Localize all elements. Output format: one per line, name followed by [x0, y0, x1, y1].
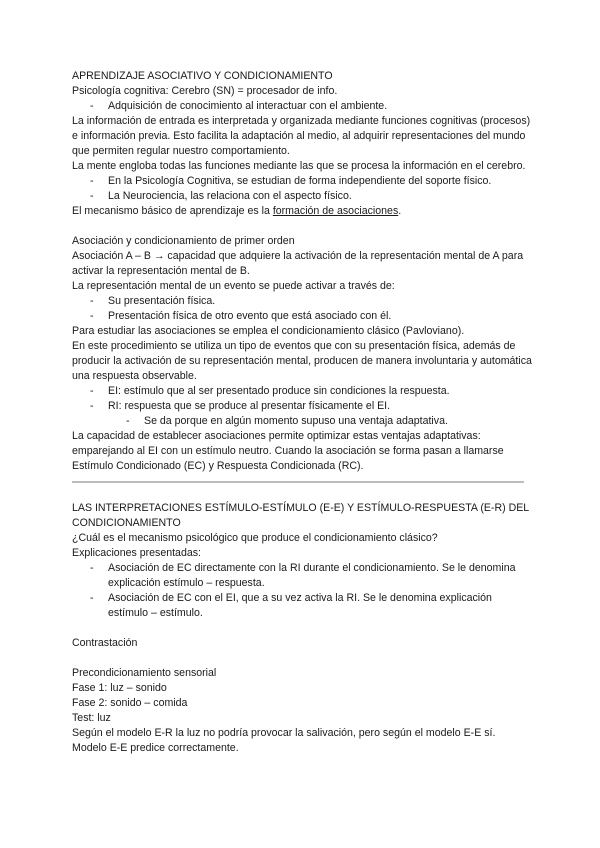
section-title: LAS INTERPRETACIONES ESTÍMULO-ESTÍMULO (E-E) Y ESTÍMULO-RESPUESTA (E-R) DEL CONDICIONAMIENTO — [72, 502, 529, 529]
paragraph: Psicología cognitiva: Cerebro (SN) = procesador de info. — [72, 85, 338, 97]
question: ¿Cuál es el mecanismo psicológico que produce el condicionamiento clásico? — [72, 532, 438, 544]
paragraph: Modelo E-E predice correctamente. — [72, 742, 239, 754]
list-item: - Presentación física de otro evento que está asociado con él. — [90, 310, 392, 322]
paragraph: Según el modelo E-R la luz no podría provocar la salivación, pero según el modelo E-E sí. — [72, 727, 496, 739]
paragraph: Fase 2: sonido – comida — [72, 697, 188, 709]
paragraph: Explicaciones presentadas: — [72, 547, 201, 559]
paragraph: Fase 1: luz – sonido — [72, 682, 167, 694]
paragraph: Asociación A – B → capacidad que adquiere la activación de la representación mental de A para activar la representación mental de B. — [72, 250, 524, 277]
paragraph: La mente engloba todas las funciones mediante las que se procesa la información en el cerebro. — [72, 160, 526, 172]
paragraph: Test: luz — [72, 712, 111, 724]
list-item: - En la Psicología Cognitiva, se estudian de forma independiente del soporte físico. — [90, 175, 492, 187]
paragraph: En este procedimiento se utiliza un tipo de eventos que con su presentación física, además de producir la activación de su representación mental, producen de manera involuntaria y automática una respuesta observable. — [72, 340, 532, 382]
subheading: Contrastación — [72, 637, 138, 649]
underlined-term: formación de asociaciones — [272, 205, 399, 217]
horizontal-rule — [72, 481, 524, 483]
list-item: - Su presentación física. — [90, 295, 216, 307]
paragraph: La capacidad de establecer asociaciones permite optimizar estas ventajas adaptativas: emparejando al EI con un estímulo neutro. Cuando la asociación se forma pasan a llamarse Estímulo Condicionado (EC) y Respuesta Condicionada (RC). — [72, 430, 504, 472]
paragraph: Precondicionamiento sensorial — [72, 667, 217, 679]
paragraph: La información de entrada es interpretada y organizada mediante funciones cognitivas (procesos) e información previa. Esto facilita la adaptación al medio, al adquirir representaciones del mundo que permiten regular nuestro comportamiento. — [72, 115, 531, 157]
subheading: Asociación y condicionamiento de primer orden — [72, 235, 295, 247]
list-item: - La Neurociencia, las relaciona con el aspecto físico. — [90, 190, 352, 202]
list-item: - Asociación de EC directamente con la RI durante el condicionamiento. Se le denomina explicación estímulo – respuesta. — [90, 562, 516, 589]
list-item: - Adquisición de conocimiento al interactuar con el ambiente. — [90, 100, 388, 112]
list-item: - RI: respuesta que se produce al presentar físicamente el EI. — [90, 400, 391, 412]
document-page — [72, 69, 532, 756]
paragraph: Para estudiar las asociaciones se emplea el condicionamiento clásico (Pavloviano). — [72, 325, 465, 337]
list-item: - Asociación de EC con el EI, que a su vez activa la RI. Se le denomina explicación estímulo – estímulo. — [90, 592, 492, 619]
section-title: APRENDIZAJE ASOCIATIVO Y CONDICIONAMIENTO — [72, 70, 333, 82]
list-item: - EI: estímulo que al ser presentado produce sin condiciones la respuesta. — [90, 385, 450, 397]
paragraph: La representación mental de un evento se puede activar a través de: — [72, 280, 395, 292]
paragraph: El mecanismo básico de aprendizaje es la formación de asociaciones. — [72, 205, 402, 217]
nested-list-item: - Se da porque en algún momento supuso una ventaja adaptativa. — [126, 415, 448, 427]
